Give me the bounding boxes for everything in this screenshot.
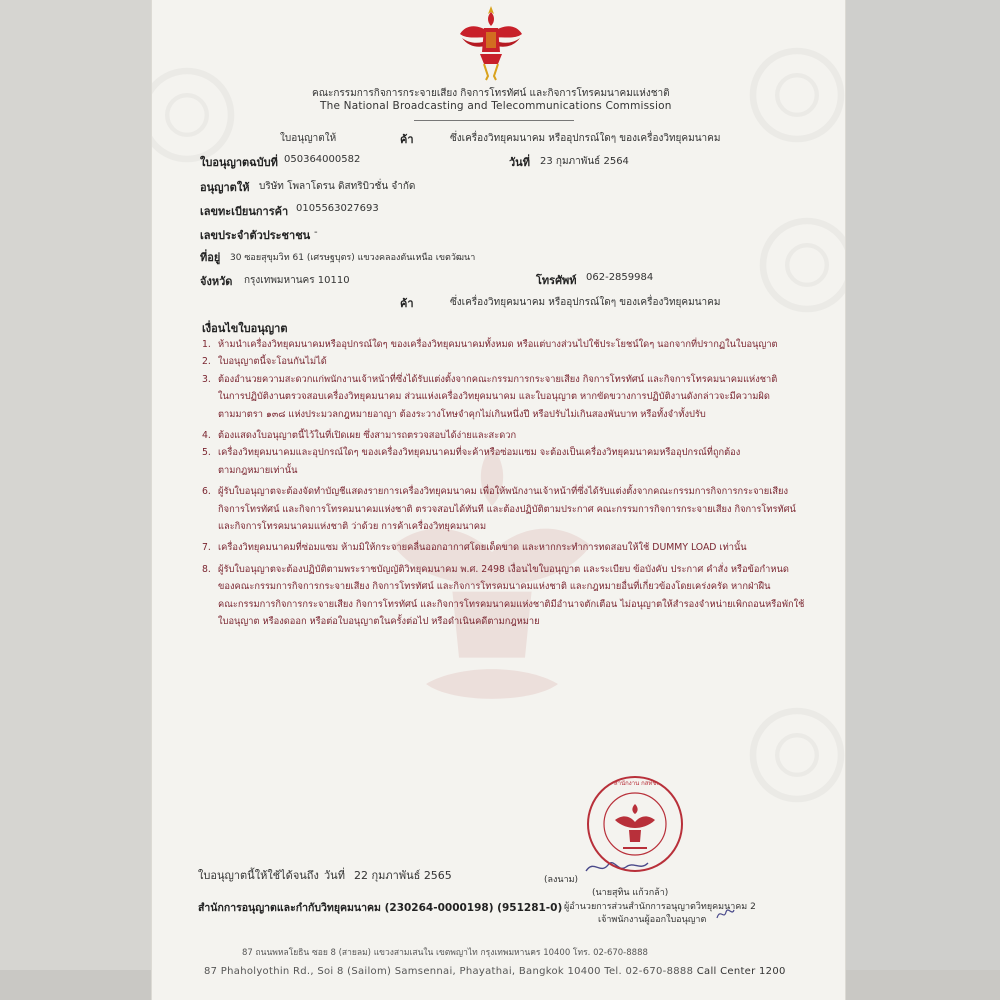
signatory-role: เจ้าพนักงานผู้ออกใบอนุญาต	[598, 915, 707, 925]
condition-line	[202, 427, 516, 444]
condition-text: ต้องแสดงใบอนุญาตนี้ไว้ในที่เปิดเผย ซึ่งสามารถตรวจสอบได้ง่ายและสะดวก	[218, 430, 517, 441]
grantee-label: อนุญาตให้	[200, 181, 250, 194]
conditions-title: เงื่อนไขใบอนุญาต	[202, 322, 288, 335]
footer-address-en	[204, 966, 786, 977]
condition-line	[202, 578, 770, 595]
condition-text: ต้องอำนวยความสะดวกแก่พนักงานเจ้าหน้าที่ซึ่งได้รับแต่งตั้งจากคณะกรรมการกระจายเสียง กิจการโทรทัศน์ และกิจการโทรคมนาคมแห่งชาติ	[218, 373, 778, 385]
condition-line	[202, 501, 796, 518]
license-type-label: ค้า	[400, 133, 414, 146]
address-value: 30 ซอยสุขุมวิท 61 (เศรษฐบุตร) แขวงคลองตันเหนือ เขตวัฒนา	[230, 253, 476, 263]
issue-date-label: วันที่	[509, 156, 530, 169]
condition-text: ตามกฎหมายเท่านั้น	[218, 464, 298, 476]
initial-scribble-icon	[714, 906, 736, 922]
condition-number: 2.	[202, 356, 211, 368]
phone-label: โทรศัพท์	[536, 274, 577, 287]
condition-line	[202, 406, 706, 423]
condition-line	[202, 483, 788, 500]
condition-line	[202, 561, 789, 578]
condition-line	[202, 613, 540, 630]
citizen-id-value: -	[314, 227, 318, 238]
license-type-prefix: ใบอนุญาตให้	[280, 133, 337, 144]
condition-line	[202, 518, 486, 535]
condition-text: และกิจการโทรคมนาคมแห่งชาติ ว่าด้วย การค้าเครื่องวิทยุคมนาคม	[218, 521, 487, 532]
province-value: กรุงเทพมหานคร 10110	[244, 275, 350, 286]
condition-text: เครื่องวิทยุคมนาคมที่ซ่อมแซม ห้ามมิให้กระจายคลื่นออกอากาศโดยเด็ดขาด และหากกระทำการทดสอบให้ใช้ DUMMY LOAD เท่านั้น	[218, 542, 747, 554]
citizen-id-label: เลขประจำตัวประชาชน	[200, 229, 311, 242]
condition-text: ของคณะกรรมการกิจการกระจายเสียง กิจการโทรทัศน์ และกิจการโทรคมนาคมแห่งชาติ และกฎหมายอื่นที่เกี่ยวข้องโดยเคร่งครัด หากฝ่าฝืน	[218, 581, 771, 593]
header-title-en: The National Broadcasting and Telecommunications Commission	[320, 100, 672, 112]
license-number-value: 050364000582	[284, 154, 361, 165]
condition-line	[202, 444, 740, 461]
validity-date-value: 22 กุมภาพันธ์ 2565	[354, 869, 452, 882]
condition-line	[202, 353, 327, 370]
condition-text: กิจการโทรทัศน์ และกิจการโทรคมนาคมแห่งชาติ ตรวจสอบได้ทันที และต้องปฏิบัติตามประกาศ คณะกรรมการกิจการกระจายเสียง กิจการโทรทัศน์	[218, 503, 796, 515]
call-center: Call Center 1200	[696, 966, 786, 977]
issue-date-value: 23 กุมภาพันธ์ 2564	[540, 156, 629, 167]
condition-text: ใบอนุญาต หรืองดออก หรือต่อใบอนุญาตในครั้งต่อไป หรือดำเนินคดีตามกฎหมาย	[218, 616, 540, 627]
condition-line	[202, 539, 747, 556]
grantee-value: บริษัท โพลาโดรน ดิสทริบิวชั่น จำกัด	[259, 181, 416, 192]
background-left	[0, 0, 152, 1000]
roundel-watermark-icon	[742, 700, 845, 810]
phone-value: 062-2859984	[586, 272, 654, 283]
signatory-name: (นายสุทิน แก้วกล้า)	[592, 888, 669, 898]
condition-number: 8.	[202, 563, 211, 575]
office-name: สำนักการอนุญาตและกำกับวิทยุคมนาคม (230264-0000198) (951281-0)	[198, 902, 563, 914]
license-document	[152, 0, 845, 1000]
province-label: จังหวัด	[200, 275, 233, 288]
header-title-th: คณะกรรมการกิจการกระจายเสียง กิจการโทรทัศน์ และกิจการโทรคมนาคมแห่งชาติ	[312, 88, 670, 99]
condition-number: 6.	[202, 486, 211, 498]
roundel-watermark-icon	[752, 210, 845, 320]
garuda-emblem-icon	[456, 4, 526, 84]
official-stamp-icon	[585, 774, 685, 874]
license-number-label: ใบอนุญาตฉบับที่	[200, 156, 278, 169]
footer-address-th: 87 ถนนพหลโยธิน ซอย 8 (สายลม) แขวงสามเสนใน เขตพญาไท กรุงเทพมหานคร 10400 โทร. 02-670-8888	[242, 948, 648, 958]
condition-line	[202, 371, 777, 388]
condition-text: ในการปฏิบัติงานตรวจสอบเครื่องวิทยุคมนาคม ส่วนแห่งเครื่องวิทยุคมนาคม และใบอนุญาต หากขัดขวางการปฏิบัติงานดังกล่าวจะมีความผิด	[218, 391, 770, 403]
condition-text: ตามมาตรา ๑๓๘ แห่งประมวลกฎหมายอาญา ต้องระวางโทษจำคุกไม่เกินหนึ่งปี หรือปรับไม่เกินสองพันบาท หรือทั้งจำทั้งปรับ	[218, 408, 706, 420]
header-divider	[414, 120, 574, 121]
trade-label: ค้า	[400, 297, 414, 310]
condition-text: เครื่องวิทยุคมนาคมและอุปกรณ์ใดๆ ของเครื่องวิทยุคมนาคมที่จะค้าหรือซ่อมแซม จะต้องเป็นเครื่องวิทยุคมนาคมหรืออุปกรณ์ที่ถูกต้อง	[218, 447, 741, 459]
footer-address-en-text: 87 Phaholyothin Rd., Soi 8 (Sailom) Samsennai, Phayathai, Bangkok 10400 Tel. 02-670-8888	[204, 966, 694, 977]
stamp-ring-text	[582, 880, 583, 881]
background-right	[845, 0, 1000, 1000]
trade-registration-value: 0105563027693	[296, 203, 379, 214]
condition-number: 7.	[202, 542, 211, 554]
trade-value: ซึ่งเครื่องวิทยุคมนาคม หรืออุปกรณ์ใดๆ ของเครื่องวิทยุคมนาคม	[450, 297, 721, 308]
condition-line	[202, 336, 778, 353]
stamp-top-text: สำนักงาน กสทช.	[614, 780, 659, 787]
validity-label: ใบอนุญาตนี้ให้ใช้ได้จนถึง	[198, 869, 319, 882]
condition-line	[202, 462, 297, 479]
signatory-position: ผู้อำนวยการส่วนสำนักการอนุญาตวิทยุคมนาคม 2	[564, 902, 756, 912]
license-type-value: ซึ่งเครื่องวิทยุคมนาคม หรืออุปกรณ์ใดๆ ของเครื่องวิทยุคมนาคม	[450, 133, 721, 144]
condition-number: 4.	[202, 430, 211, 441]
condition-text: คณะกรรมการกิจการกระจายเสียง กิจการโทรทัศน์ และกิจการโทรคมนาคมแห่งชาติมีอำนาจตักเตือน ไม่อนุญาตให้สำรองจำหน่ายเพิกถอนหรือพักใช้	[218, 598, 805, 610]
condition-text: ผู้รับใบอนุญาตจะต้องจัดทำบัญชีแสดงรายการเครื่องวิทยุคมนาคม เพื่อให้พนักงานเจ้าหน้าที่ซึ่งได้รับแต่งตั้งจากคณะกรรมการกิจการกระจายเสียง	[218, 486, 789, 498]
condition-text: ใบอนุญาตนี้จะโอนกันไม่ได้	[218, 356, 327, 368]
trade-registration-label: เลขทะเบียนการค้า	[200, 205, 289, 218]
condition-line	[202, 596, 804, 613]
condition-text: ผู้รับใบอนุญาตจะต้องปฏิบัติตามพระราชบัญญัติวิทยุคมนาคม พ.ศ. 2498 เงื่อนไขใบอนุญาต และระเบียบ ข้อบังคับ ประกาศ คำสั่ง หรือข้อกำหนด	[218, 563, 789, 575]
roundel-watermark-icon	[742, 40, 845, 150]
condition-number: 3.	[202, 373, 211, 385]
condition-line	[202, 388, 770, 405]
address-label: ที่อยู่	[200, 251, 221, 264]
condition-number: 1.	[202, 339, 211, 350]
condition-number: 5.	[202, 447, 211, 459]
condition-text: ห้ามนำเครื่องวิทยุคมนาคมหรืออุปกรณ์ใดๆ ของเครื่องวิทยุคมนาคมทั้งหมด หรือแต่บางส่วนไปใช้ประโยชน์ใดๆ นอกจากที่ปรากฏในใบอนุญาต	[218, 339, 778, 350]
sign-label: (ลงนาม)	[544, 875, 579, 885]
validity-date-label: วันที่	[324, 869, 345, 882]
